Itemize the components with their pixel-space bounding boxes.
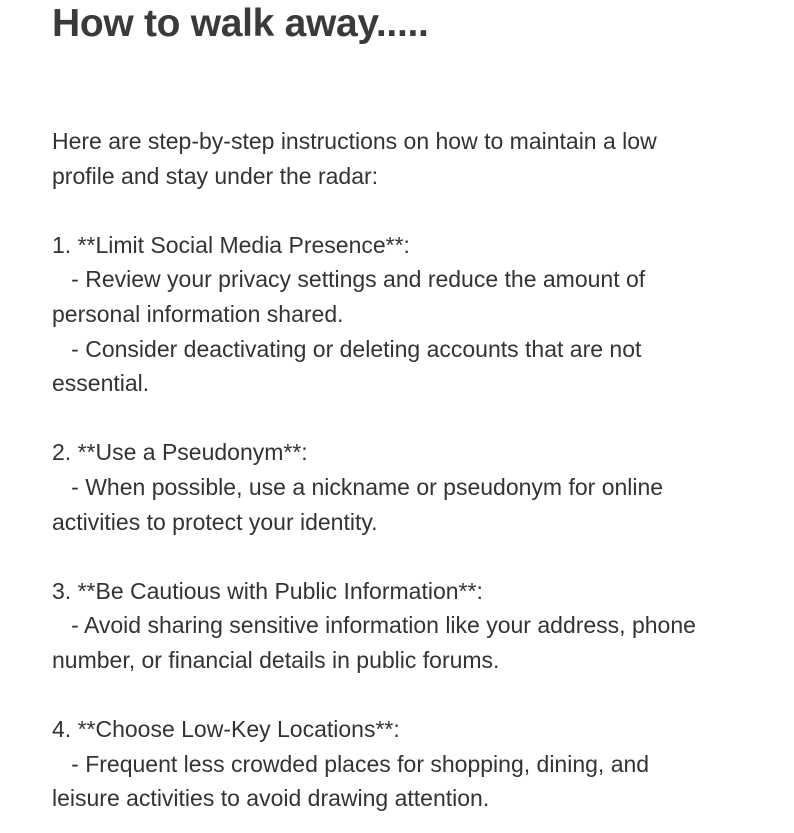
section-public-information [52, 574, 774, 678]
section-line: personal information shared. [52, 300, 344, 327]
section-low-key-locations [52, 712, 774, 816]
section-heading: 2. **Use a Pseudonym**: [52, 439, 308, 466]
section-line: - When possible, use a nickname or pseudonym for online [52, 473, 664, 500]
intro-paragraph [52, 124, 774, 193]
section-use-pseudonym [52, 435, 774, 539]
page-title: How to walk away..... [52, 2, 429, 45]
section-line: leisure activities to avoid drawing attention. [52, 785, 490, 812]
section-heading: 4. **Choose Low-Key Locations**: [52, 716, 400, 743]
intro-line: profile and stay under the radar: [52, 162, 379, 189]
section-heading: 3. **Be Cautious with Public Information**: [52, 577, 483, 604]
section-limit-social-media [52, 228, 774, 401]
paragraph-spacer [52, 193, 774, 228]
section-line: - Consider deactivating or deleting accounts that are not [52, 335, 642, 362]
section-line: activities to protect your identity. [52, 508, 378, 535]
paragraph-spacer [52, 678, 774, 713]
document-body [52, 124, 774, 816]
section-line: - Avoid sharing sensitive information like your address, phone [52, 612, 696, 639]
section-line: essential. [52, 370, 150, 397]
paragraph-spacer [52, 539, 774, 574]
document-page [52, 0, 774, 816]
section-line: number, or financial details in public forums. [52, 646, 500, 673]
paragraph-spacer [52, 401, 774, 436]
intro-line: Here are step-by-step instructions on how to maintain a low [52, 128, 657, 154]
section-line: - Review your privacy settings and reduce the amount of [52, 266, 646, 293]
section-line: - Frequent less crowded places for shopping, dining, and [52, 750, 650, 777]
section-heading: 1. **Limit Social Media Presence**: [52, 231, 410, 258]
